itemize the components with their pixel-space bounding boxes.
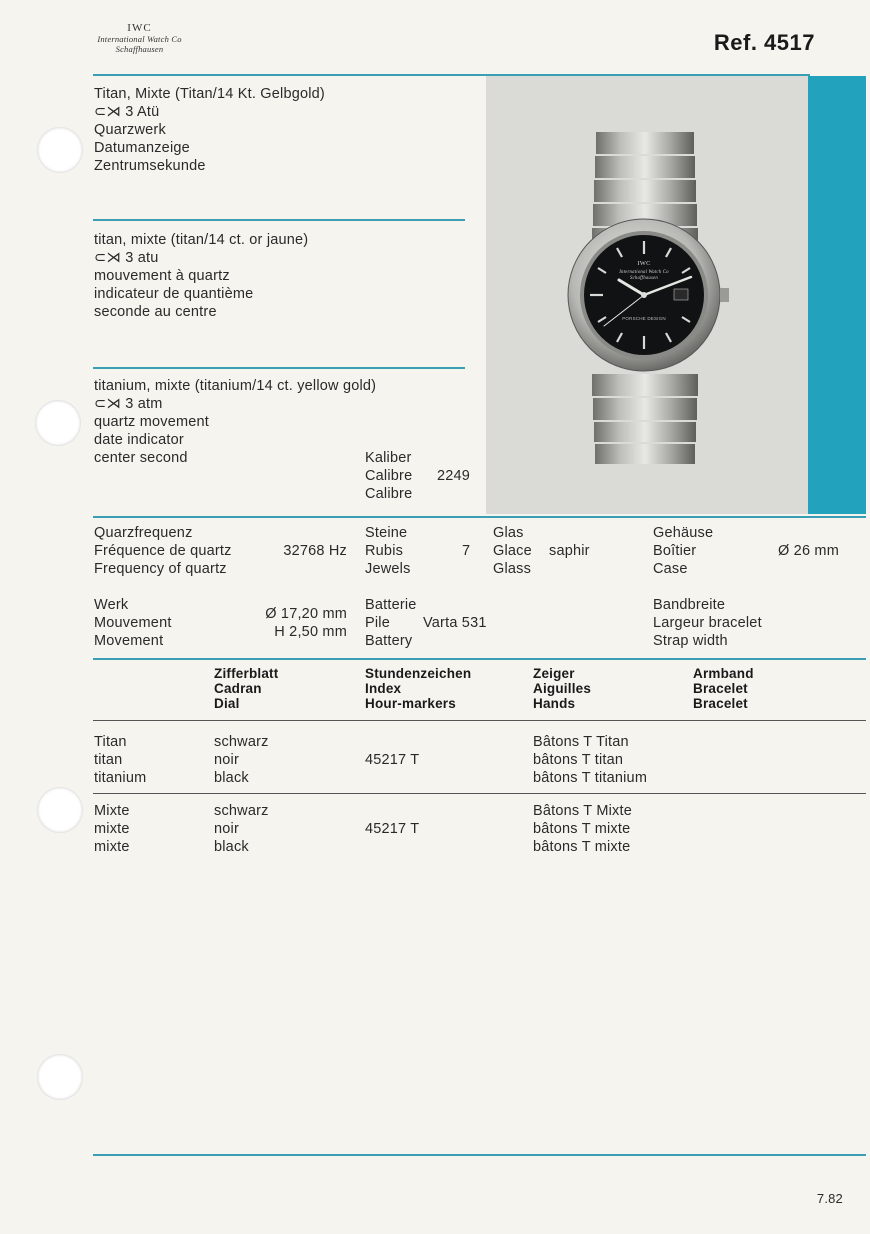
dial-porsche-design: PORSCHE DESIGN	[622, 316, 666, 321]
desc-line: indicateur de quantième	[94, 286, 254, 302]
case-labels: Gehäuse Boîtier Case	[653, 525, 714, 577]
jewels-labels: Steine Rubis Jewels	[365, 525, 411, 577]
water-resistance-icon: ⊂⋊	[94, 104, 126, 120]
table-row-titan-index: 45217 T	[365, 752, 420, 768]
logo-line: IWC	[127, 22, 152, 34]
dial-brand: IWC	[637, 260, 651, 267]
desc-line: Zentrumsekunde	[94, 158, 206, 174]
battery-labels: Batterie Pile Battery	[365, 597, 417, 649]
col-header-hands: Zeiger Aiguilles Hands	[533, 666, 592, 711]
water-resistance-icon: ⊂⋊	[94, 396, 126, 412]
desc-line: ⊂⋊ 3 Atü	[94, 104, 160, 120]
battery-value: Varta 531	[423, 615, 487, 631]
desc-line: quartz movement	[94, 414, 210, 430]
quartz-labels: Quarzfrequenz Fréquence de quartz Frequency of quartz	[94, 525, 232, 577]
table-row-mixte-hands: Bâtons T Mixte bâtons T mixte bâtons T mixte	[533, 803, 632, 855]
desc-line: ⊂⋊ 3 atm	[94, 396, 163, 412]
desc-line: center second	[94, 450, 188, 466]
specs-rule	[93, 516, 866, 518]
desc-line: Datumanzeige	[94, 140, 190, 156]
date-window	[674, 289, 688, 300]
glass-value: saphir	[549, 543, 590, 559]
punch-hole-2	[35, 400, 81, 446]
movement-labels: Werk Mouvement Movement	[94, 597, 172, 649]
desc-line: date indicator	[94, 432, 184, 448]
page-number: 7.82	[816, 1191, 843, 1206]
table-row-titan-dial: schwarz noir black	[214, 734, 269, 786]
iwc-logo	[92, 22, 187, 54]
desc-line: titanium, mixte (titanium/14 ct. yellow gold)	[94, 378, 377, 394]
table-row-rule	[93, 793, 866, 794]
watch-illustration	[486, 76, 808, 514]
calibre-labels: Kaliber Calibre Calibre	[365, 450, 413, 502]
description-de	[94, 85, 325, 175]
desc-line: mouvement à quartz	[94, 268, 230, 284]
dial-brand-line: Schaffhausen	[630, 276, 658, 281]
movement-values: Ø 17,20 mm H 2,50 mm	[265, 606, 347, 640]
col-header-index: Stundenzeichen Index Hour-markers	[365, 666, 472, 711]
table-header-rule	[93, 720, 866, 721]
table-row-titan-variant: Titan titan titanium	[94, 734, 147, 786]
description-en	[94, 377, 376, 467]
desc-line: seconde au centre	[94, 304, 217, 320]
quartz-frequency-value: 32768 Hz	[283, 543, 347, 559]
bracelet-lower	[592, 374, 698, 464]
desc-line: ⊂⋊ 3 atu	[94, 250, 159, 266]
desc-line: titan, mixte (titan/14 ct. or jaune)	[94, 232, 309, 248]
desc-line: Quarzwerk	[94, 122, 166, 138]
jewels-value: 7	[462, 543, 471, 559]
dial-brand-line: International Watch Co	[619, 270, 669, 275]
reference-number: Ref. 4517	[713, 30, 815, 55]
punch-hole-3	[37, 787, 83, 833]
logo-line: International Watch Co	[97, 34, 182, 44]
col-header-bracelet: Armband Bracelet Bracelet	[693, 666, 754, 711]
watch-photo	[486, 76, 808, 514]
table-top-rule	[93, 658, 866, 660]
table-row-titan-hands: Bâtons T Titan bâtons T titan bâtons T titanium	[533, 734, 648, 786]
accent-band	[808, 76, 866, 514]
col-header-dial: Zifferblatt Cadran Dial	[214, 666, 279, 711]
section-rule-de	[93, 219, 465, 221]
table-row-mixte-variant: Mixte mixte mixte	[94, 803, 130, 855]
water-resistance-icon: ⊂⋊	[94, 250, 126, 266]
calibre-value: 2249	[437, 468, 471, 484]
glass-labels: Glas Glace Glass	[493, 525, 532, 577]
description-fr	[94, 231, 308, 321]
logo-line: Schaffhausen	[115, 44, 164, 54]
case-diameter-value: Ø 26 mm	[777, 543, 839, 559]
section-rule-fr	[93, 367, 465, 369]
strap-labels: Bandbreite Largeur bracelet Strap width	[653, 597, 762, 649]
punch-hole-4	[37, 1054, 83, 1100]
punch-hole-1	[37, 127, 83, 173]
table-row-mixte-index: 45217 T	[365, 821, 420, 837]
crown	[720, 288, 729, 302]
table-row-mixte-dial: schwarz noir black	[214, 803, 269, 855]
desc-line: Titan, Mixte (Titan/14 Kt. Gelbgold)	[94, 86, 325, 102]
bottom-rule	[93, 1154, 866, 1156]
